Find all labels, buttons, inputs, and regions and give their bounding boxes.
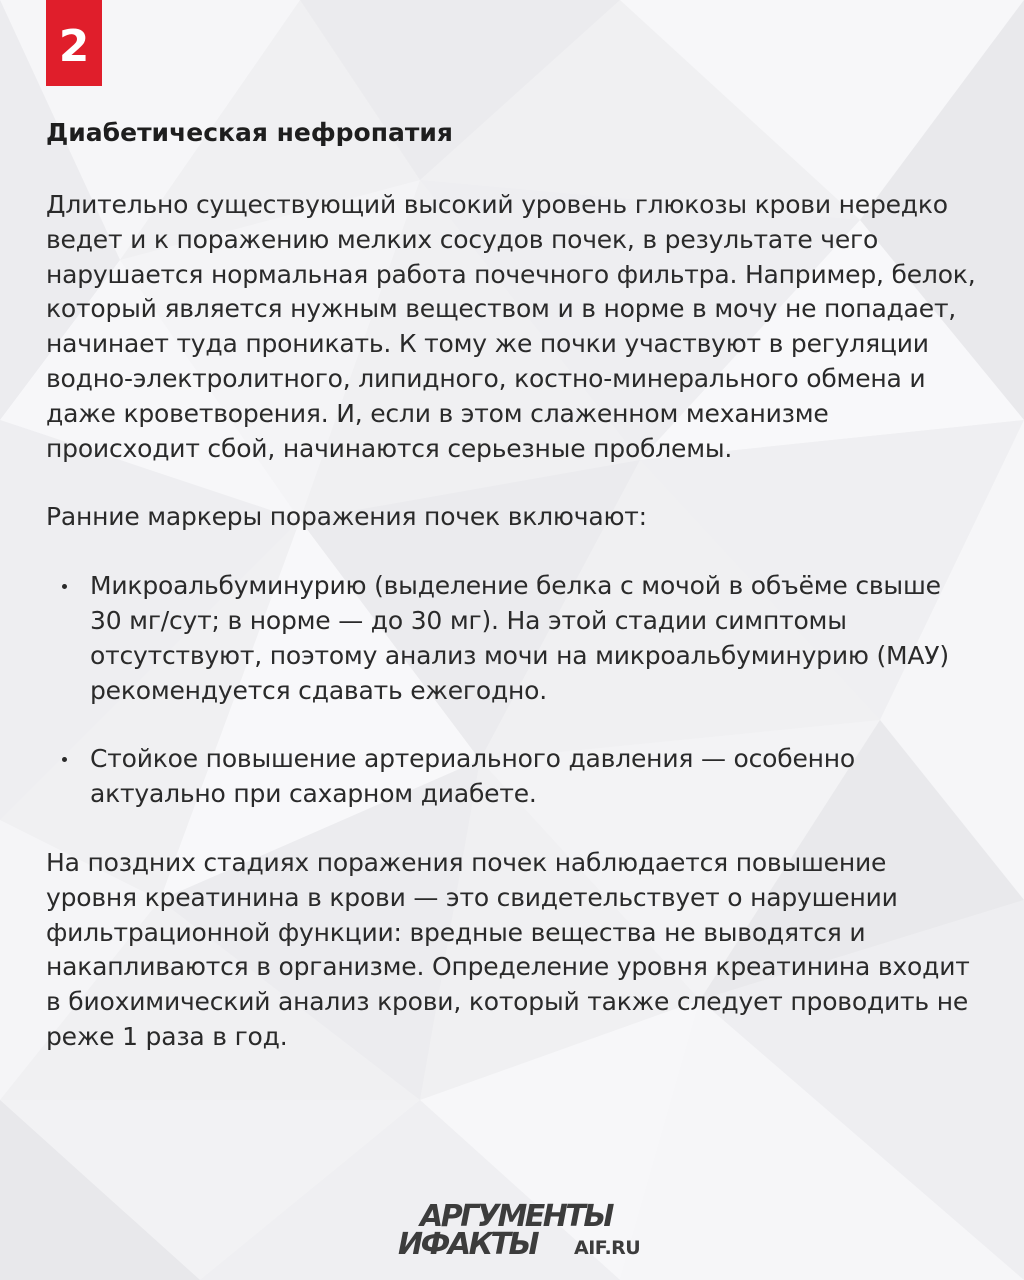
article-content — [46, 116, 976, 1089]
bullet-icon — [62, 757, 67, 762]
late-stage-paragraph: На поздних стадиях поражения почек наблюдается повышение уровня креатинина в крови — это свидетельствует о нарушении фильтрационной функции: вредные вещества не выводятся и накапливаются в организме. Определение уровня креатинина входит в биохимический анализ крови, который также следует проводить не реже 1 раза в год. — [46, 847, 970, 1051]
list-item — [46, 742, 976, 812]
logo-line-1: АРГУМЕНТЫ — [420, 1199, 612, 1234]
slide-number: 2 — [58, 21, 90, 72]
list-item-text: Микроальбуминурию (выделение белка с мочой в объёме свыше 30 мг/сут; в норме — до 30 мг). На этой стадии симптомы отсутствуют, поэтому анализ мочи на микроальбуминурию (МАУ) рекомендуется сдавать ежегодно. — [90, 571, 949, 705]
article-title: Диабетическая нефропатия — [46, 118, 453, 147]
intro-paragraph: Длительно существующий высокий уровень глюкозы крови нередко ведет и к поражению мелких сосудов почек, в результате чего нарушается нормальная работа почечного фильтра. Например, белок, который является нужным веществом и в норме в мочу не попадает, начинает туда проникать. К тому же почки участвуют в регуляции водно-электролитного, липидного, костно-минерального обмена и даже кроветворения. И, если в этом слаженном механизме происходит сбой, начинаются серьезные проблемы. — [46, 190, 976, 463]
list-item — [46, 569, 976, 708]
logo-site: AIF.RU — [574, 1237, 641, 1259]
bullet-icon — [62, 584, 67, 589]
aif-logo — [398, 1199, 658, 1264]
list-item-text: Стойкое повышение артериального давления — особенно актуально при сахарном диабете. — [90, 744, 856, 809]
slide-number-badge — [46, 0, 102, 86]
logo-line-2: ИФАКТЫ — [398, 1227, 538, 1262]
markers-list — [46, 569, 976, 812]
markers-intro-paragraph: Ранние маркеры поражения почек включают: — [46, 502, 647, 532]
